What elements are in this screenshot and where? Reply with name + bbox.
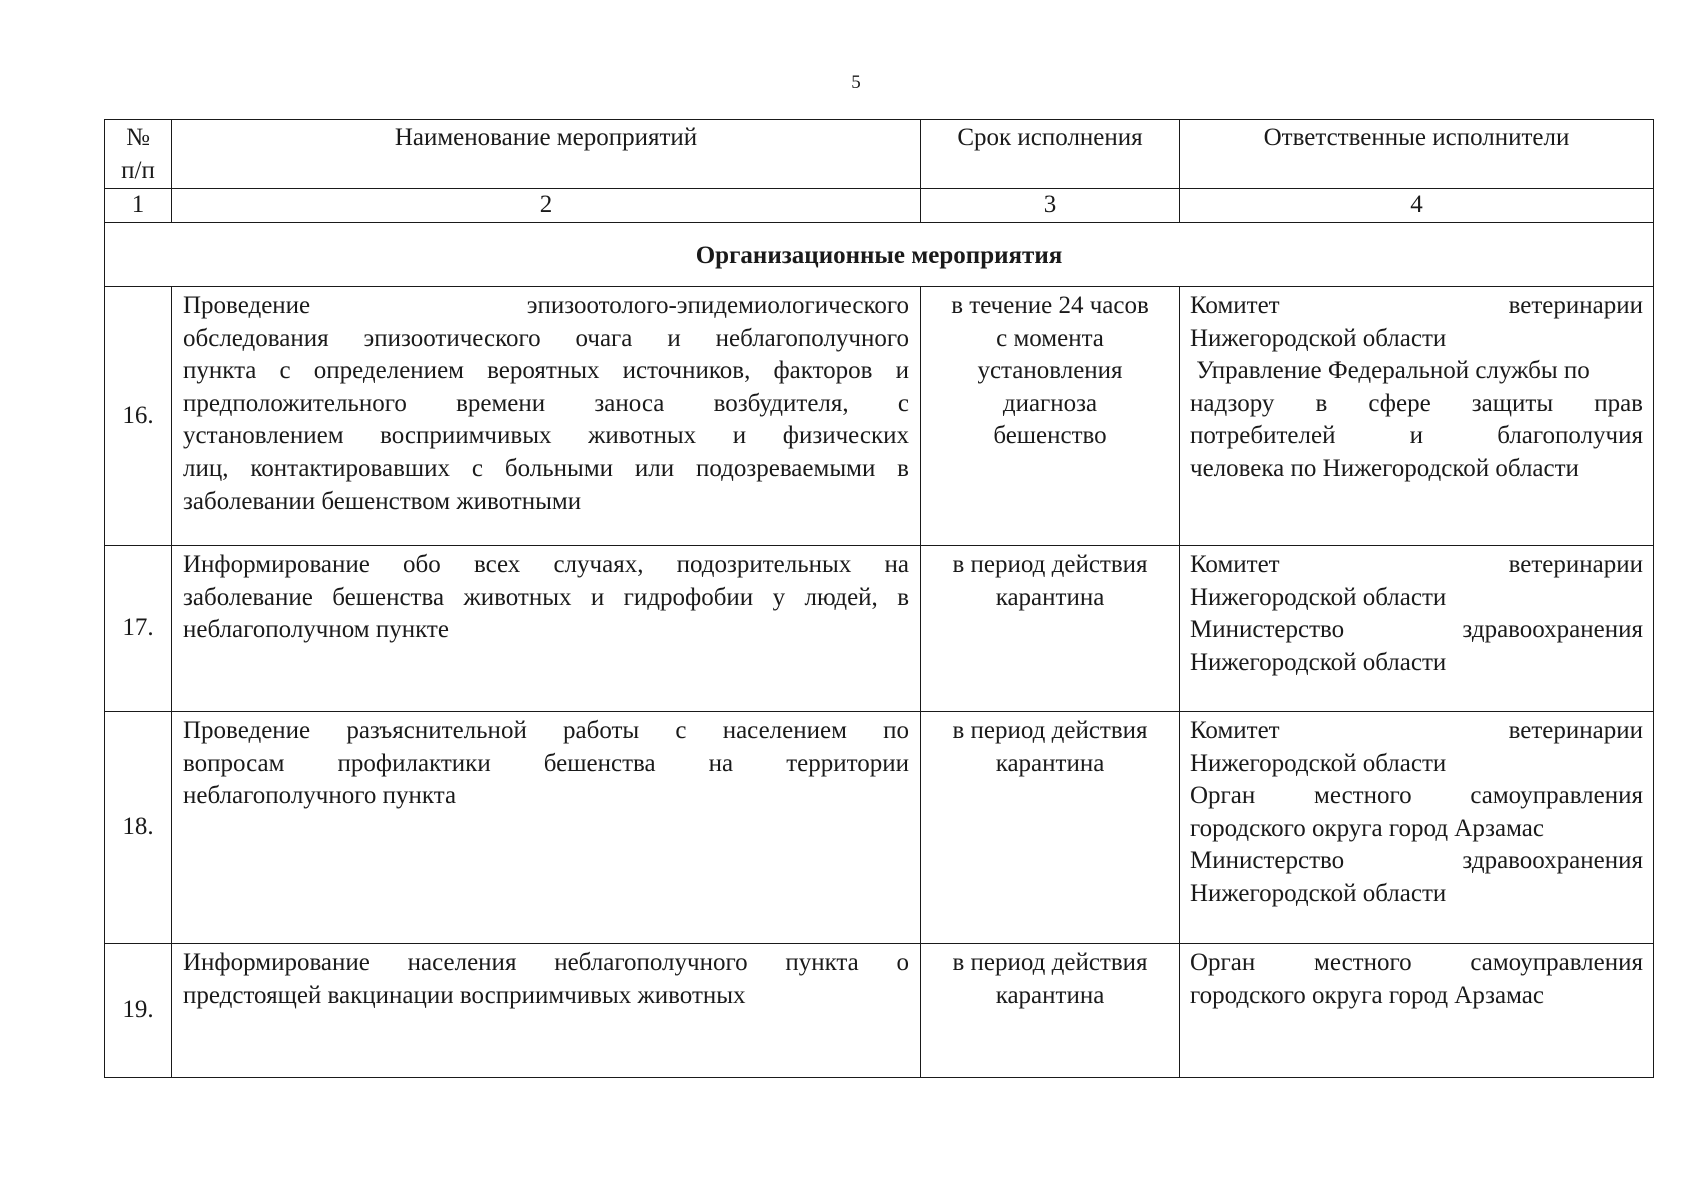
text-line: Нижегородской области — [1190, 648, 1447, 676]
column-number: 1 — [105, 189, 172, 223]
text-line: Министерство здравоохранения — [1190, 847, 1643, 875]
text-line: Нижегородской области — [1190, 583, 1447, 611]
text-line: Орган местного самоуправления — [1190, 782, 1643, 810]
text-line: Проведение разъяснительной работы с населением по — [183, 717, 909, 744]
column-number-row — [105, 189, 1654, 223]
row-number: 18. — [105, 712, 172, 944]
measure-name — [172, 287, 921, 546]
measure-responsible — [1180, 546, 1654, 712]
measure-name — [172, 712, 921, 944]
measure-responsible — [1180, 712, 1654, 944]
text-line: надзору в сфере защиты прав — [1190, 389, 1643, 417]
text-line: бешенство — [993, 422, 1107, 450]
header-responsible: Ответственные исполнители — [1180, 120, 1654, 189]
text-line: карантина — [995, 583, 1105, 611]
text-line: пункта с определением вероятных источников, факторов и — [183, 357, 909, 385]
text-line: карантина — [995, 749, 1105, 777]
header-term: Срок исполнения — [921, 120, 1180, 189]
measure-name — [172, 944, 921, 1078]
column-number: 3 — [921, 189, 1180, 223]
section-row — [105, 223, 1654, 287]
text-line: диагноза — [1002, 389, 1098, 417]
header-number: № п/п — [105, 120, 172, 189]
table-row — [105, 287, 1654, 546]
text-line: Комитет ветеринарии — [1190, 292, 1643, 319]
text-line: городского округа город Арзамас — [1190, 981, 1544, 1009]
text-line: городского округа город Арзамас — [1190, 814, 1544, 842]
text-line: предстоящей вакцинации восприимчивых животных — [183, 981, 746, 1009]
text-line: Нижегородской области — [1190, 324, 1447, 352]
text-line: неблагополучном пункте — [183, 616, 449, 644]
text-line: Нижегородской области — [1190, 749, 1447, 777]
column-number: 4 — [1180, 189, 1654, 223]
section-title: Организационные мероприятия — [105, 223, 1654, 287]
text-line: Комитет ветеринарии — [1190, 551, 1643, 578]
text-line: Нижегородской области — [1190, 879, 1447, 907]
text-line: установлением восприимчивых животных и физических — [183, 422, 909, 450]
text-line: с момента — [996, 324, 1104, 352]
table-row — [105, 944, 1654, 1078]
text-line: неблагополучного пункта — [183, 782, 457, 810]
row-number: 16. — [105, 287, 172, 546]
text-line: в период действия — [952, 717, 1148, 744]
measure-term — [921, 546, 1180, 712]
row-number: 17. — [105, 546, 172, 712]
text-line: в течение 24 часов — [951, 292, 1149, 319]
measures-table — [104, 119, 1654, 1078]
text-line: установления — [977, 357, 1123, 385]
measure-term — [921, 287, 1180, 546]
text-line: лиц, контактировавших с больными или подозреваемыми в — [183, 454, 909, 482]
text-line: Министерство здравоохранения — [1190, 616, 1643, 644]
table-row — [105, 712, 1654, 944]
measure-name — [172, 546, 921, 712]
text-line: вопросам профилактики бешенства на территории — [183, 749, 909, 777]
measure-responsible — [1180, 944, 1654, 1078]
measure-term — [921, 712, 1180, 944]
text-line: в период действия — [952, 949, 1148, 976]
text-line: предположительного времени заноса возбудителя, с — [183, 389, 909, 417]
measure-responsible — [1180, 287, 1654, 546]
text-line: человека по Нижегородской области — [1190, 454, 1579, 482]
text-line: Информирование населения неблагополучного пункта о — [183, 949, 909, 976]
text-line: в период действия — [952, 551, 1148, 578]
header-name: Наименование мероприятий — [172, 120, 921, 189]
text-line: потребителей и благополучия — [1190, 422, 1643, 450]
table-header-row — [105, 120, 1654, 189]
text-line: Орган местного самоуправления — [1190, 949, 1643, 976]
table-row — [105, 546, 1654, 712]
column-number: 2 — [172, 189, 921, 223]
text-line: Комитет ветеринарии — [1190, 717, 1643, 744]
text-line: Управление Федеральной службы по — [1190, 357, 1590, 385]
page-number: 5 — [851, 72, 861, 93]
row-number: 19. — [105, 944, 172, 1078]
text-line: заболевание бешенства животных и гидрофобии у людей, в — [183, 583, 909, 611]
text-line: заболевании бешенством животными — [183, 487, 582, 515]
text-line: Информирование обо всех случаях, подозрительных на — [183, 551, 909, 578]
text-line: Проведение эпизоотолого-эпидемиологического — [183, 292, 909, 319]
measure-term — [921, 944, 1180, 1078]
text-line: обследования эпизоотического очага и неблагополучного — [183, 324, 909, 352]
text-line: карантина — [995, 981, 1105, 1009]
